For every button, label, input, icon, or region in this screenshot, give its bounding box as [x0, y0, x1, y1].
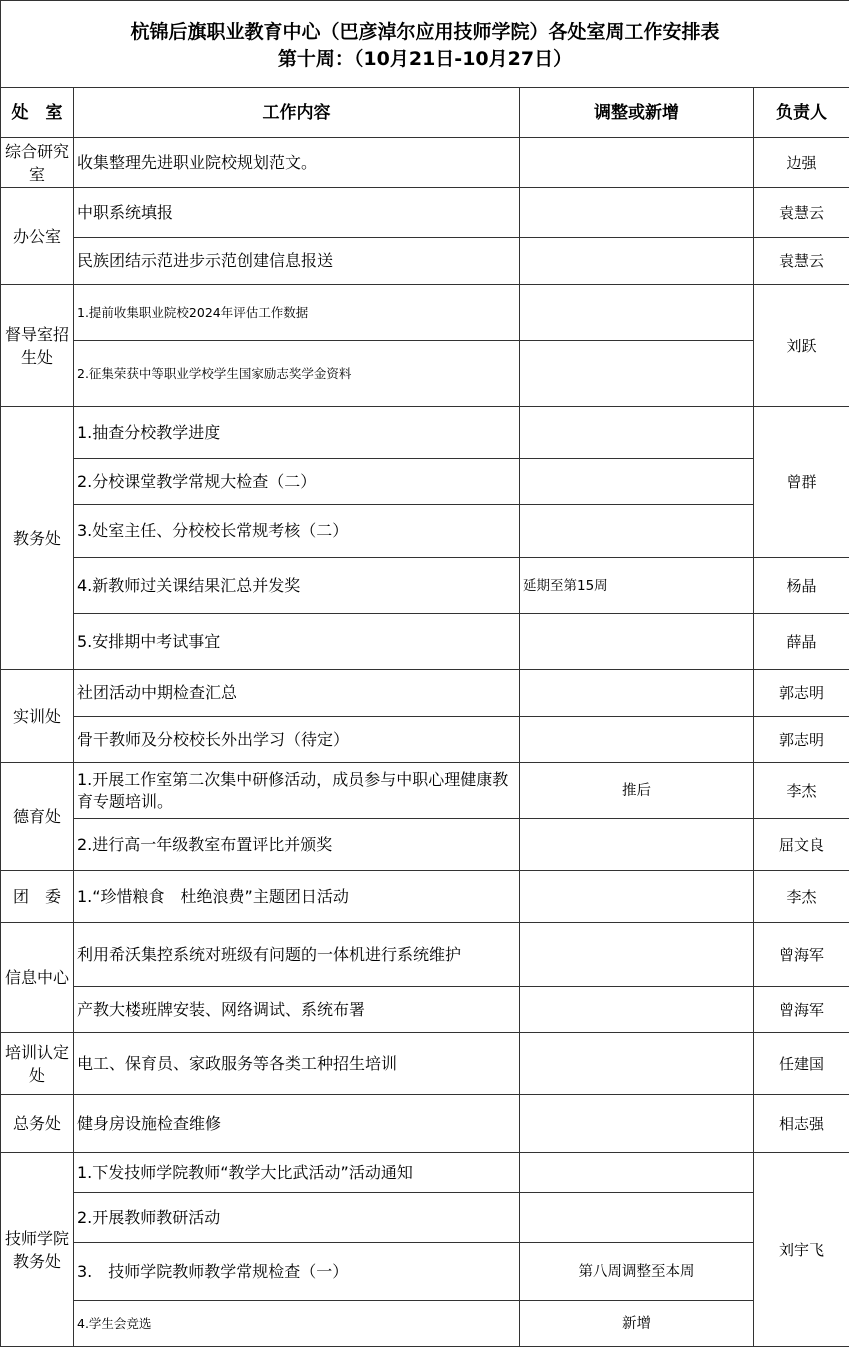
task-cell: 2.征集荣获中等职业学校学生国家励志奖学金资料	[74, 341, 520, 407]
table-title	[1, 1, 849, 88]
person-cell: 曾群	[754, 407, 849, 558]
table-row	[1, 238, 849, 285]
adjust-cell: 第八周调整至本周	[520, 1243, 754, 1301]
header-adjust: 调整或新增	[520, 88, 754, 138]
task-cell: 4.新教师过关课结果汇总并发奖	[74, 558, 520, 614]
table-row	[1, 923, 849, 987]
adjust-cell	[520, 1153, 754, 1193]
table-row	[1, 871, 849, 923]
task-cell: 3.处室主任、分校校长常规考核（二）	[74, 505, 520, 558]
person-cell: 刘宇飞	[754, 1153, 849, 1347]
person-cell: 李杰	[754, 763, 849, 819]
task-cell: 民族团结示范进步示范创建信息报送	[74, 238, 520, 285]
table-row	[1, 188, 849, 238]
adjust-cell	[520, 285, 754, 341]
adjust-cell	[520, 1095, 754, 1153]
adjust-cell	[520, 923, 754, 987]
table-row	[1, 558, 849, 614]
table-row	[1, 505, 849, 558]
table-row	[1, 138, 849, 188]
dept-cell: 培训认定处	[1, 1033, 74, 1095]
adjust-cell	[520, 717, 754, 763]
adjust-cell: 推后	[520, 763, 754, 819]
table-row	[1, 1193, 849, 1243]
task-cell: 利用希沃集控系统对班级有问题的一体机进行系统维护	[74, 923, 520, 987]
task-cell: 收集整理先进职业院校规划范文。	[74, 138, 520, 188]
adjust-cell	[520, 1033, 754, 1095]
person-cell: 屈文良	[754, 819, 849, 871]
adjust-cell	[520, 871, 754, 923]
title-line-1: 杭锦后旗职业教育中心（巴彦淖尔应用技师学院）各处室周工作安排表	[4, 19, 846, 46]
table-row	[1, 717, 849, 763]
task-cell: 社团活动中期检查汇总	[74, 670, 520, 717]
table-row	[1, 285, 849, 341]
task-cell: 中职系统填报	[74, 188, 520, 238]
task-cell: 健身房设施检查维修	[74, 1095, 520, 1153]
person-cell: 刘跃	[754, 285, 849, 407]
person-cell: 相志强	[754, 1095, 849, 1153]
adjust-cell	[520, 407, 754, 459]
adjust-cell	[520, 670, 754, 717]
table-row	[1, 614, 849, 670]
table-row	[1, 1095, 849, 1153]
person-cell: 边强	[754, 138, 849, 188]
task-cell: 1.开展工作室第二次集中研修活动，成员参与中职心理健康教育专题培训。	[74, 763, 520, 819]
adjust-cell	[520, 341, 754, 407]
table-row	[1, 763, 849, 819]
title-line-2: 第十周：（10月21日-10月27日）	[4, 46, 846, 73]
dept-cell: 技师学院教务处	[1, 1153, 74, 1347]
task-cell: 3. 技师学院教师教学常规检查（一）	[74, 1243, 520, 1301]
task-cell: 1.抽查分校教学进度	[74, 407, 520, 459]
adjust-cell	[520, 188, 754, 238]
table-row	[1, 1033, 849, 1095]
table-row	[1, 341, 849, 407]
task-cell: 2.进行高一年级教室布置评比并颁奖	[74, 819, 520, 871]
header-row	[1, 88, 849, 138]
dept-cell: 教务处	[1, 407, 74, 670]
task-cell: 骨干教师及分校校长外出学习（待定）	[74, 717, 520, 763]
person-cell: 薛晶	[754, 614, 849, 670]
dept-cell: 信息中心	[1, 923, 74, 1033]
dept-cell: 实训处	[1, 670, 74, 763]
table-row	[1, 987, 849, 1033]
person-cell: 袁慧云	[754, 238, 849, 285]
table-row	[1, 819, 849, 871]
person-cell: 郭志明	[754, 717, 849, 763]
adjust-cell: 延期至第15周	[520, 558, 754, 614]
task-cell: 1.下发技师学院教师“教学大比武活动”活动通知	[74, 1153, 520, 1193]
adjust-cell	[520, 614, 754, 670]
table-row	[1, 1301, 849, 1347]
dept-cell: 办公室	[1, 188, 74, 285]
table-row	[1, 1153, 849, 1193]
person-cell: 曾海军	[754, 987, 849, 1033]
adjust-cell	[520, 987, 754, 1033]
adjust-cell	[520, 459, 754, 505]
header-person: 负责人	[754, 88, 849, 138]
person-cell: 郭志明	[754, 670, 849, 717]
dept-cell: 督导室招生处	[1, 285, 74, 407]
person-cell: 任建国	[754, 1033, 849, 1095]
adjust-cell	[520, 238, 754, 285]
task-cell: 2.开展教师教研活动	[74, 1193, 520, 1243]
task-cell: 1.提前收集职业院校2024年评估工作数据	[74, 285, 520, 341]
adjust-cell	[520, 138, 754, 188]
adjust-cell	[520, 819, 754, 871]
header-dept: 处 室	[1, 88, 74, 138]
task-cell: 产教大楼班牌安装、网络调试、系统布署	[74, 987, 520, 1033]
table-row	[1, 670, 849, 717]
header-content: 工作内容	[74, 88, 520, 138]
adjust-cell: 新增	[520, 1301, 754, 1347]
adjust-cell	[520, 505, 754, 558]
table-row	[1, 1243, 849, 1301]
person-cell: 袁慧云	[754, 188, 849, 238]
adjust-cell	[520, 1193, 754, 1243]
person-cell: 杨晶	[754, 558, 849, 614]
task-cell: 4.学生会竞选	[74, 1301, 520, 1347]
task-cell: 5.安排期中考试事宜	[74, 614, 520, 670]
task-cell: 2.分校课堂教学常规大检查（二）	[74, 459, 520, 505]
person-cell: 李杰	[754, 871, 849, 923]
task-cell: 1.“珍惜粮食 杜绝浪费”主题团日活动	[74, 871, 520, 923]
person-cell: 曾海军	[754, 923, 849, 987]
dept-cell: 总务处	[1, 1095, 74, 1153]
dept-cell: 德育处	[1, 763, 74, 871]
task-cell: 电工、保育员、家政服务等各类工种招生培训	[74, 1033, 520, 1095]
table-row	[1, 407, 849, 459]
title-row	[1, 1, 849, 88]
table-row	[1, 459, 849, 505]
dept-cell: 综合研究室	[1, 138, 74, 188]
dept-cell: 团 委	[1, 871, 74, 923]
